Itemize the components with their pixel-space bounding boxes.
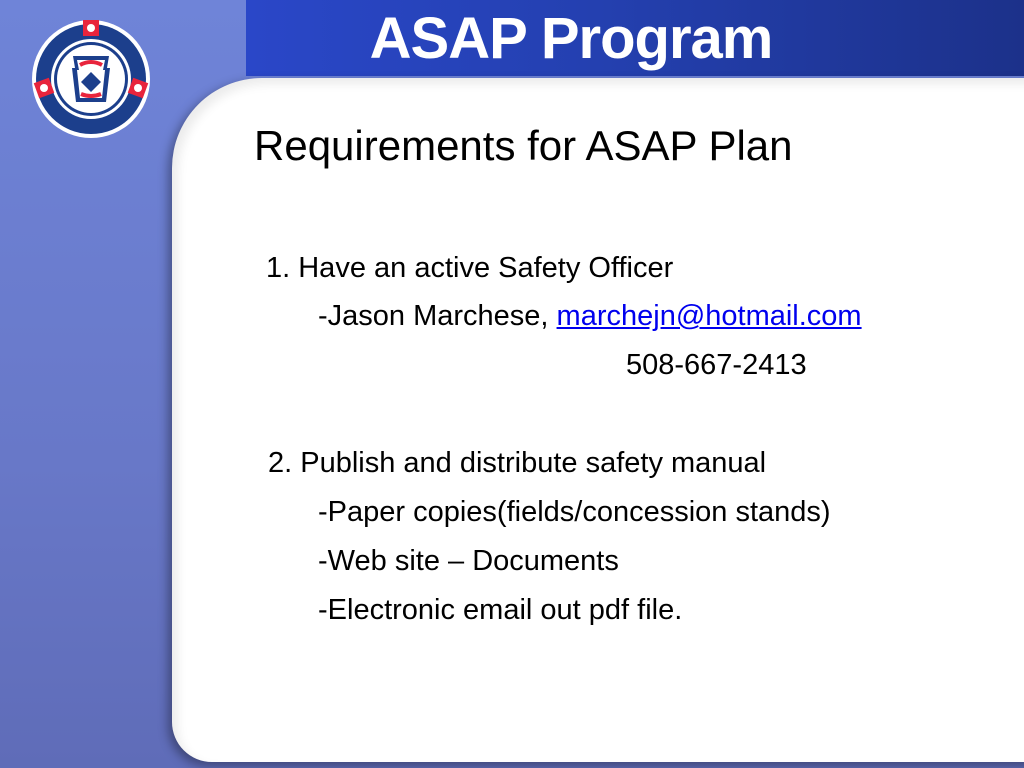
little-league-emblem-icon	[30, 18, 152, 140]
requirement-2: 2. Publish and distribute safety manual	[268, 447, 767, 479]
sub-item-paper-copies: -Paper copies(fields/concession stands)	[318, 496, 831, 528]
slide-subtitle: Requirements for ASAP Plan	[254, 122, 793, 169]
officer-email-link[interactable]: marchejn@hotmail.com	[556, 300, 862, 332]
content-panel	[172, 78, 1024, 762]
slide-title: ASAP Program	[369, 6, 773, 71]
sub-item-electronic-email: -Electronic email out pdf file.	[318, 594, 683, 626]
officer-name: -Jason Marchese,	[318, 300, 557, 332]
officer-phone: 508-667-2413	[626, 349, 807, 381]
sub-item-web-site: -Web site – Documents	[318, 545, 619, 577]
requirement-1: 1. Have an active Safety Officer	[266, 252, 674, 284]
safety-officer-contact	[318, 298, 862, 334]
little-league-logo	[30, 18, 152, 140]
